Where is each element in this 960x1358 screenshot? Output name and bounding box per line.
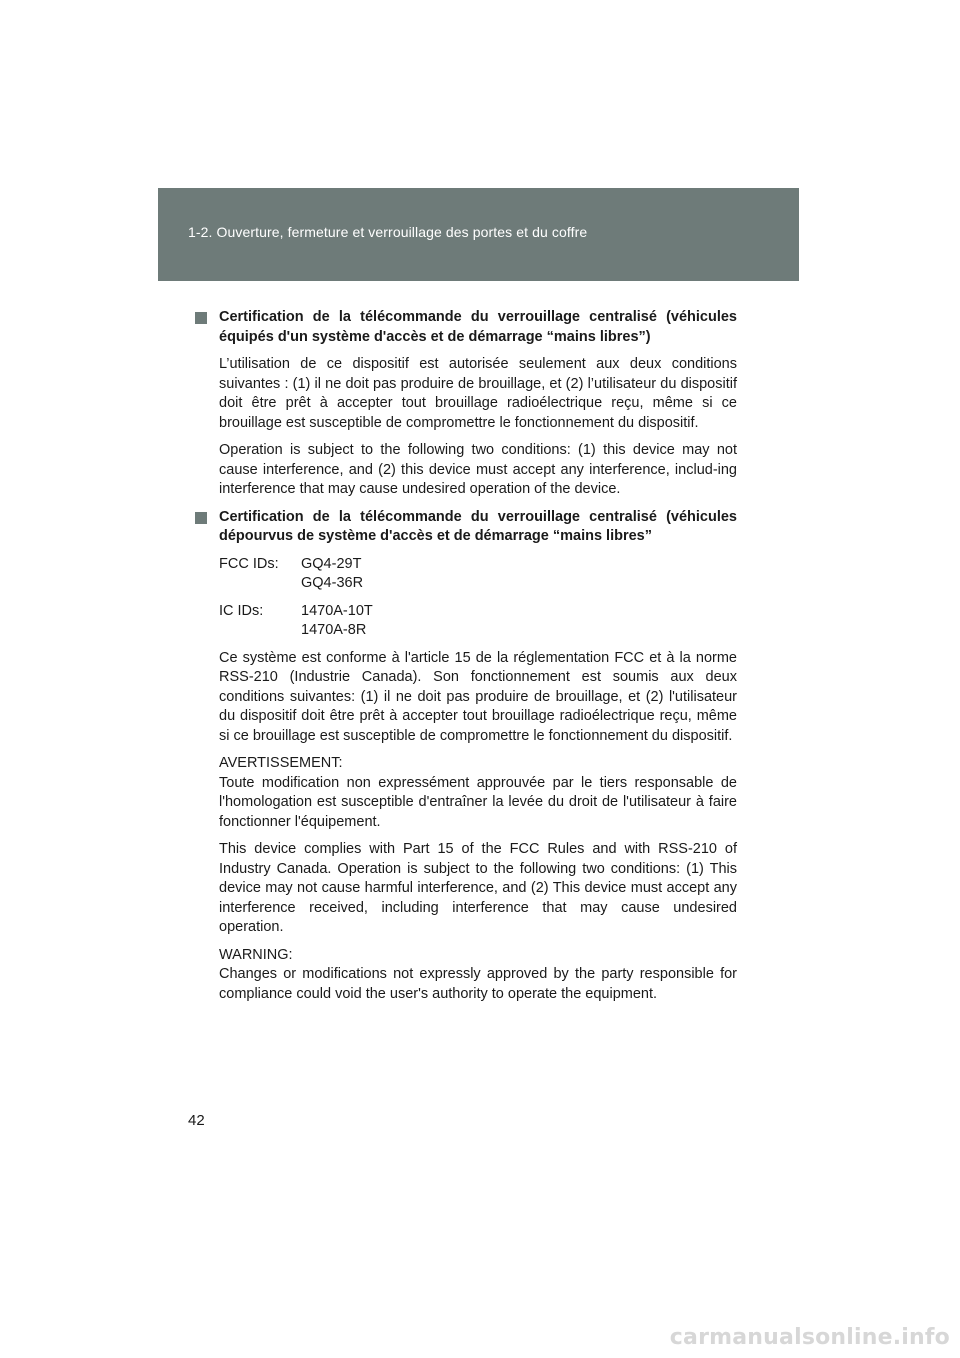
warning-en-block xyxy=(219,946,737,1005)
warning-en-title: WARNING: xyxy=(219,946,293,963)
watermark: carmanualsonline.info xyxy=(669,1325,950,1350)
warning-en-text: Changes or modifications not expressly approved by the party responsible for compliance could void the user's authority to operate the equipment. xyxy=(219,966,737,1002)
page-content xyxy=(192,308,737,1012)
fcc-id-value: GQ4-36R xyxy=(301,575,364,591)
square-bullet-icon xyxy=(195,312,207,324)
ic-ids-block xyxy=(219,602,737,641)
fcc-id-value: GQ4-29T xyxy=(301,555,362,572)
fcc-ids-label: FCC IDs: xyxy=(219,555,279,572)
page-number: 42 xyxy=(188,1112,205,1129)
ic-id-value: 1470A-10T xyxy=(301,602,373,619)
ic-id-value: 1470A-8R xyxy=(301,622,367,638)
paragraph-en-1: Operation is subject to the following two conditions: (1) this device may not cause interference, and (2) this device must accept any interference, includ-ing interference that may cause undesired operation of the device. xyxy=(219,442,737,497)
warning-fr-title: AVERTISSEMENT: xyxy=(219,755,343,771)
warning-fr-block xyxy=(219,754,737,832)
chapter-title: 1-2. Ouverture, fermeture et verrouillage des portes et du coffre xyxy=(188,224,588,240)
paragraph-en-compliance: This device complies with Part 15 of the FCC Rules and with RSS-210 of Industry Canada. Operation is subject to the following two conditions: (1) This device may not cause harmful interference, and (2) This device must accept any interference received, including interference that may cause undesired operation. xyxy=(219,841,737,935)
warning-fr-text: Toute modification non expressément approuvée par le tiers responsable de l'homologation est susceptible d'entraîner la levée du droit de l'utilisateur à faire fonctionner l'équipement. xyxy=(219,774,737,830)
paragraph-fr-1: L’utilisation de ce dispositif est autorisée seulement aux deux conditions suivantes : (1) il ne doit pas produire de brouillage, et (2) l’utilisateur du dispositif doit être prêt à accepter tout brouillage radioélectrique reçu, même si ce brouillage est susceptible de compromettre le fonctionnement du dispositif. xyxy=(219,356,737,431)
paragraph-fr-compliance: Ce système est conforme à l'article 15 de la réglementation FCC et à la norme RSS-210 (Industrie Canada). Son fonctionnement est soumis aux deux conditions suivantes: (1) il ne doit pas produire de brouillage, et (2) l'utilisateur du dispositif doit être prêt à accepter tout brouillage radioélectrique reçu, même si ce brouillage est susceptible de compromettre le fonctionnement du dispositif. xyxy=(219,649,737,744)
section-heading-1: Certification de la télécommande du verrouillage centralisé (véhicules équipés d'un système d'accès et de démarrage “mains libres”) xyxy=(192,308,737,347)
square-bullet-icon xyxy=(195,512,207,524)
section-heading-2: Certification de la télécommande du verrouillage centralisé (véhicules dépourvus de système d'accès et de démarrage “mains libres” xyxy=(192,508,737,547)
fcc-ids-block xyxy=(219,555,737,594)
chapter-header-band xyxy=(158,188,799,281)
ic-ids-label: IC IDs: xyxy=(219,602,264,619)
